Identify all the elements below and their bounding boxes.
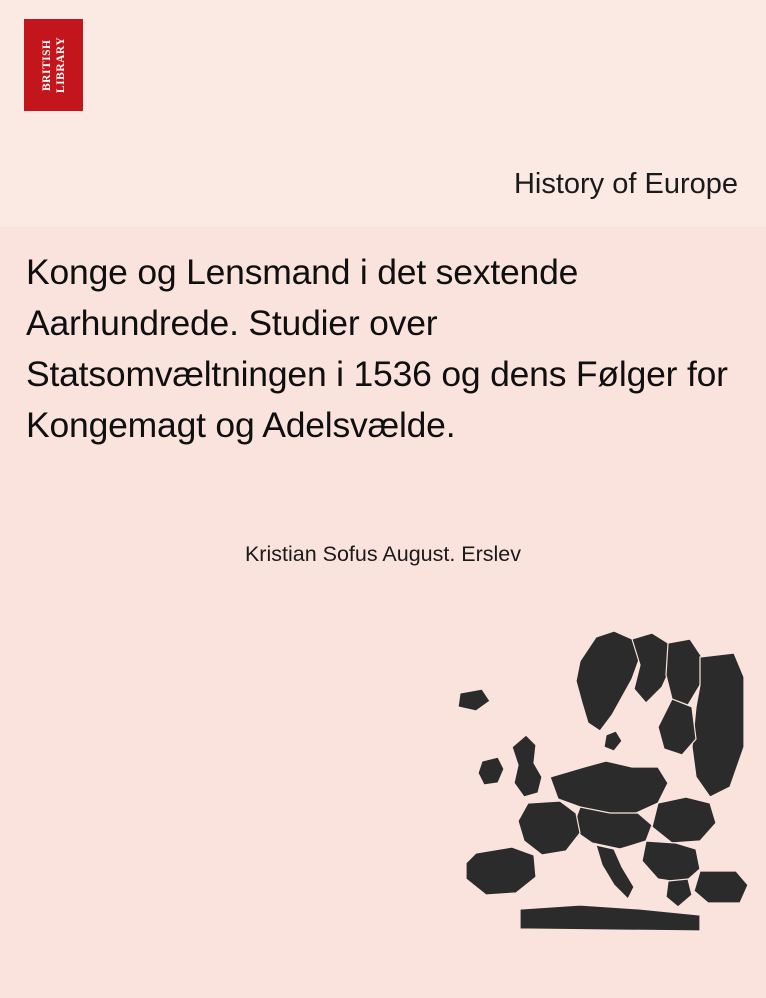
publisher-band [0, 0, 766, 142]
subject-label: History of Europe [513, 167, 738, 200]
bottom-strip [0, 980, 766, 998]
book-title: Konge og Lensmand i det sextende Aarhundrede. Studier over Statsomvæltningen i 1536 og dens Følger for Kongemagt og Adelsvælde. [26, 252, 728, 445]
subject-band [0, 141, 766, 227]
cover-body [0, 227, 766, 998]
british-library-logo [24, 19, 83, 111]
british-library-logo-text: BRITISH LIBRARY [40, 36, 67, 94]
book-author: Kristian Sofus August. Erslev [244, 542, 522, 566]
europe-map-illustration [400, 627, 750, 947]
